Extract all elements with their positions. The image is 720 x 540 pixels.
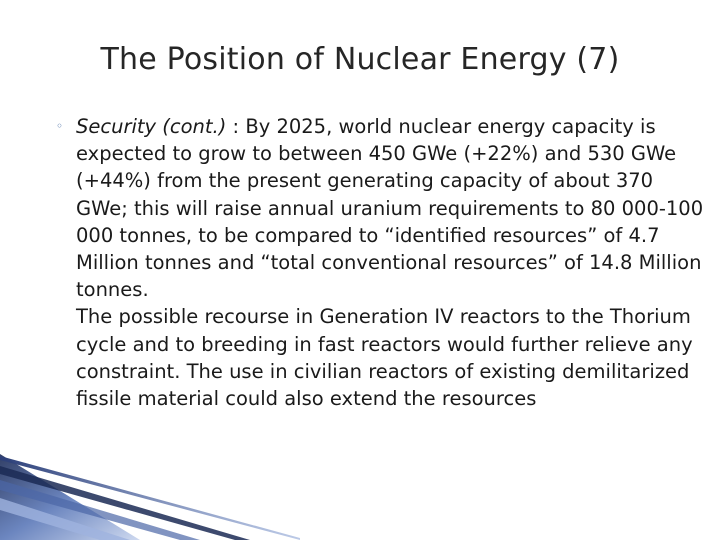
slide-title: The Position of Nuclear Energy (7) — [100, 42, 620, 77]
lead-label: Security (cont.) — [76, 115, 227, 138]
body-paragraph-2: The possible recourse in Generation IV reactors to the Thorium cycle and to breeding in fast reactors would further relieve any constraint. The use in civilian reactors of existing demilitarized fissile material could also extend the resources — [76, 305, 693, 411]
corner-decoration — [0, 440, 300, 540]
body-paragraph-1 — [76, 113, 706, 303]
paragraph-1-text: : By 2025, world nuclear energy capacity is expected to grow to between 450 GWe (+22%) and 530 GWe (+44%) from the present generating capacity of about 370 GWe; this will raise annual uranium requirements to 80 000-100 000 tonnes, to be compared to “identified resources” of 4.7 Million tonnes and “total conventional resources” of 14.8 Million tonnes. — [76, 115, 704, 302]
slide-body — [76, 113, 706, 412]
bullet-icon: ◦ — [56, 119, 64, 133]
